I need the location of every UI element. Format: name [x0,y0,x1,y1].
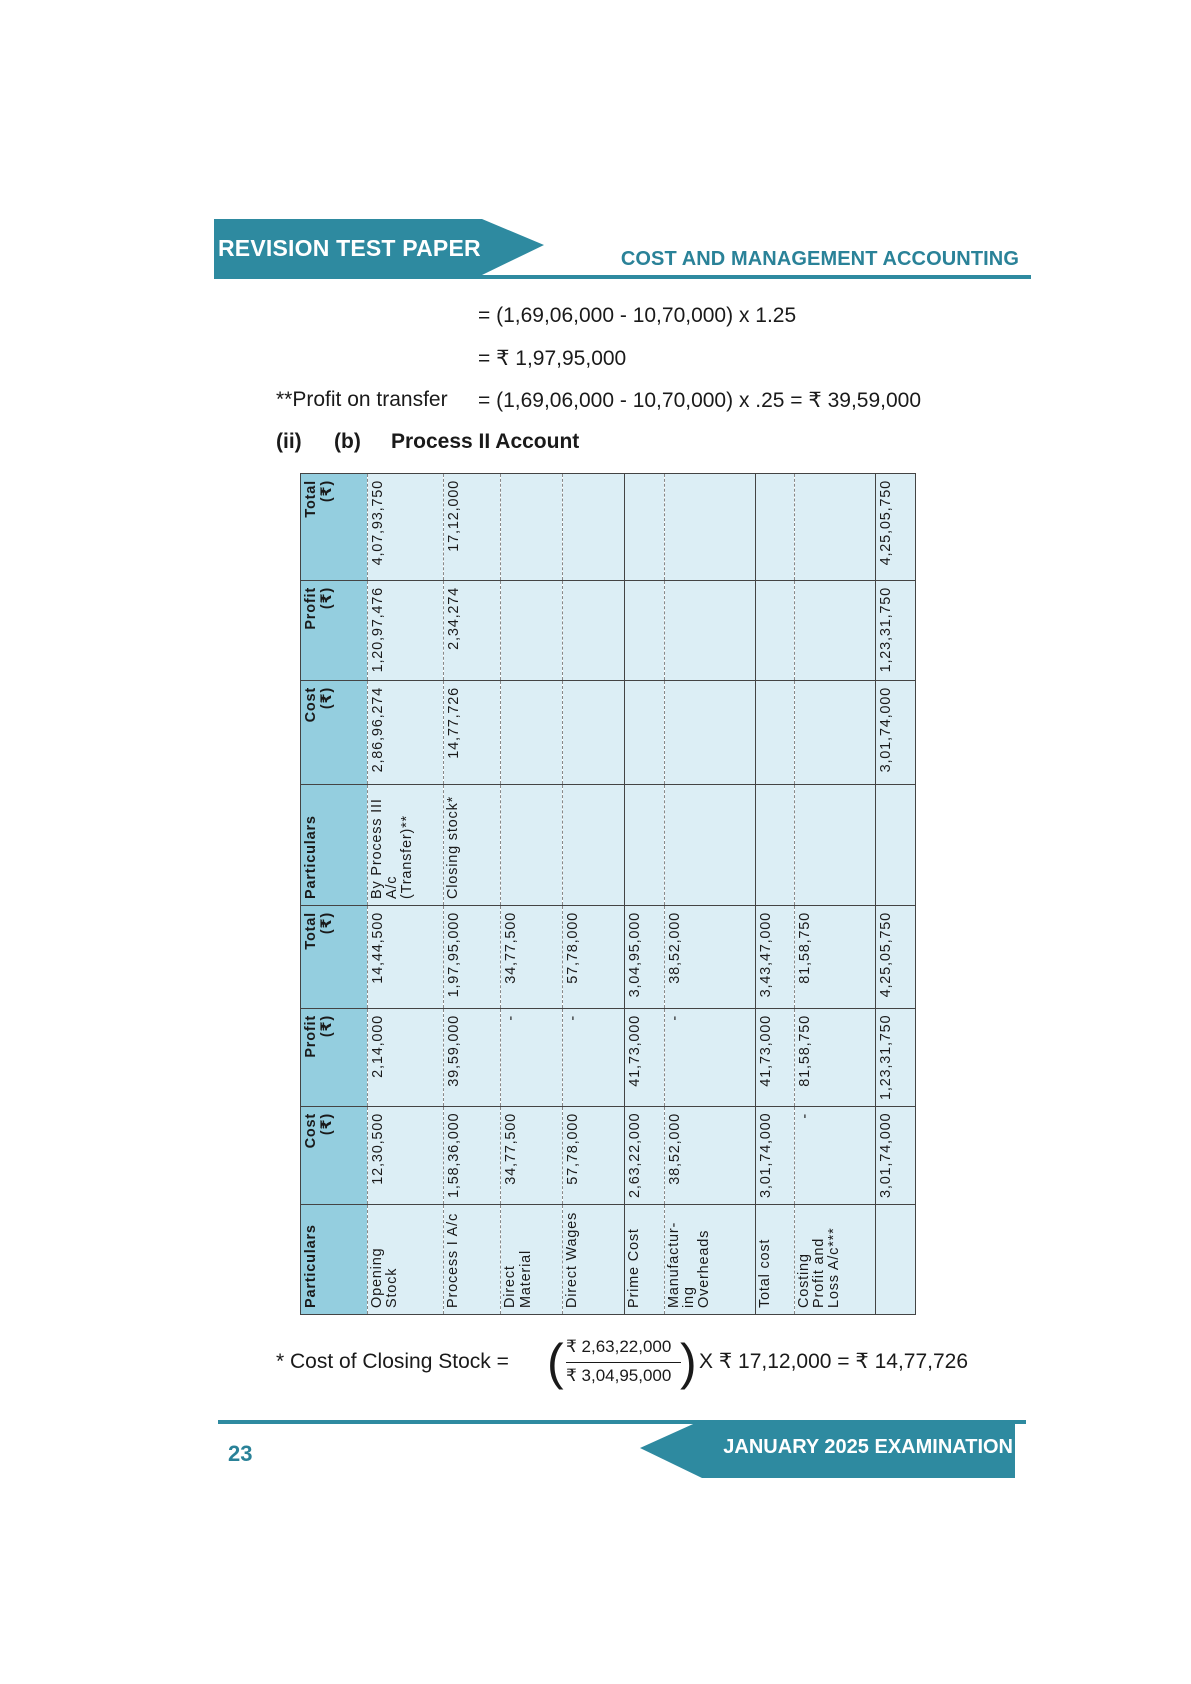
cell-dr-total-total: 4,25,05,750 [875,906,915,1009]
process-account-table [300,473,916,1315]
cell-cr-particulars [755,785,794,906]
table-row [562,474,624,1315]
cell-dr-particulars: Direct Wages [562,1205,624,1315]
cell-dr-total: 38,52,000 [664,906,755,1009]
cell-cr-cost-total: 3,01,74,000 [875,681,915,785]
formula-result: X ₹ 17,12,000 = ₹ 14,77,726 [699,1350,969,1373]
footer-banner [640,1420,1015,1478]
cell-cr-total [501,474,563,581]
cell-cr-cost: 2,86,96,274 [368,681,444,785]
cell-cr-cost [501,681,563,785]
cell-cr-profit [501,581,563,681]
header-particulars-dr: Particulars [301,1205,368,1315]
cell-cr-cost [624,681,664,785]
page-number: 23 [228,1441,253,1466]
header-left-title: REVISION TEST PAPER [218,235,481,261]
cell-cr-cost [562,681,624,785]
header-particulars-cr: Particulars [301,785,368,906]
cell-dr-particulars: Manufactur-ing Overheads [664,1205,755,1315]
cell-dr-cost: 12,30,500 [368,1107,444,1205]
cell-cr-particulars: Closing stock* [443,785,500,906]
cell-dr-total: 14,44,500 [368,906,444,1009]
cell-dr-profit: 41,73,000 [755,1009,794,1107]
section-title: Process II Account [391,430,580,453]
cell-cr-cost [794,681,875,785]
cell-dr-profit: 39,59,000 [443,1009,500,1107]
cell-dr-profit: - [501,1009,563,1107]
cell-cr-particulars [562,785,624,906]
process-account-table-wrapper [300,474,916,1315]
cell-dr-total: 3,04,95,000 [624,906,664,1009]
header-right-title: COST AND MANAGEMENT ACCOUNTING [620,248,1019,270]
cell-dr-cost: 1,58,36,000 [443,1107,500,1205]
table-row [624,474,664,1315]
cell-cr-cost [664,681,755,785]
table-header-row [301,474,368,1315]
cell-dr-particulars: Total cost [755,1205,794,1315]
cell-cr-total [562,474,624,581]
cell-dr-profit: 2,14,000 [368,1009,444,1107]
cell-dr-cost: 57,78,000 [562,1107,624,1205]
table-row [755,474,794,1315]
cell-dr-cost: 2,63,22,000 [624,1107,664,1205]
cell-cr-particulars [624,785,664,906]
cell-cr-profit [562,581,624,681]
cell-dr-cost: 38,52,000 [664,1107,755,1205]
footer-right-title: JANUARY 2025 EXAMINATION [723,1436,1013,1458]
cell-dr-total: 81,58,750 [794,906,875,1009]
section-roman: (ii) [276,430,302,453]
cell-cr-profit: 2,34,274 [443,581,500,681]
cell-dr-profit-total: 1,23,31,750 [875,1009,915,1107]
closing-stock-formula [276,1334,1016,1394]
formula-denominator: ₹ 3,04,95,000 [566,1366,672,1385]
profit-expression: = (1,69,06,000 - 10,70,000) x .25 = ₹ 39,59,000 [478,389,922,412]
cell-cr-particulars [501,785,563,906]
cell-dr-particulars [875,1205,915,1315]
cell-cr-profit [794,581,875,681]
cell-dr-profit: - [562,1009,624,1107]
table-row [501,474,563,1315]
formula-numerator: ₹ 2,63,22,000 [566,1337,672,1356]
calc-line-2: = ₹ 1,97,95,000 [478,347,627,370]
cell-dr-particulars: Direct Material [501,1205,563,1315]
table-row [443,474,500,1315]
section-letter: (b) [334,430,361,453]
cell-dr-total: 57,78,000 [562,906,624,1009]
cell-dr-profit: - [664,1009,755,1107]
formula-label: * Cost of Closing Stock = [276,1350,509,1373]
cell-cr-total [755,474,794,581]
cell-cr-particulars [664,785,755,906]
cell-cr-particulars [875,785,915,906]
table-row [368,474,444,1315]
cell-cr-particulars [794,785,875,906]
cell-cr-total [794,474,875,581]
table-row [664,474,755,1315]
process-account-table-rotated [300,474,916,1315]
cell-cr-total [624,474,664,581]
header-banner [214,219,544,279]
table-row [794,474,875,1315]
cell-cr-cost: 14,77,726 [443,681,500,785]
cell-cr-profit: 1,20,97,476 [368,581,444,681]
cell-dr-particulars: Costing Profit and Loss A/c*** [794,1205,875,1315]
formula-close-paren: ) [680,1334,697,1390]
cell-dr-total: 34,77,500 [501,906,563,1009]
cell-cr-profit [755,581,794,681]
header-total-dr: Total (₹) [301,906,368,1009]
cell-cr-profit-total: 1,23,31,750 [875,581,915,681]
cell-dr-particulars: Process I A/c [443,1205,500,1315]
cell-cr-total: 17,12,000 [443,474,500,581]
cell-dr-cost-total: 3,01,74,000 [875,1107,915,1205]
header-profit-cr: Profit (₹) [301,581,368,681]
cell-dr-particulars: Opening Stock [368,1205,444,1315]
formula-fraction-bar [566,1362,681,1363]
cell-dr-cost: 34,77,500 [501,1107,563,1205]
cell-cr-total [664,474,755,581]
formula-open-paren: ( [547,1334,564,1390]
cell-cr-total-total: 4,25,05,750 [875,474,915,581]
cell-cr-cost [755,681,794,785]
cell-cr-particulars: By Process III A/c (Transfer)** [368,785,444,906]
cell-dr-total: 1,97,95,000 [443,906,500,1009]
table-total-row [875,474,915,1315]
cell-dr-profit: 81,58,750 [794,1009,875,1107]
cell-cr-profit [664,581,755,681]
header-profit-dr: Profit (₹) [301,1009,368,1107]
calc-line-1: = (1,69,06,000 - 10,70,000) x 1.25 [478,304,797,327]
cell-dr-total: 3,43,47,000 [755,906,794,1009]
cell-dr-cost: 3,01,74,000 [755,1107,794,1205]
cell-dr-profit: 41,73,000 [624,1009,664,1107]
cell-dr-particulars: Prime Cost [624,1205,664,1315]
header-cost-cr: Cost (₹) [301,681,368,785]
header-divider [214,275,1031,279]
header-cost-dr: Cost (₹) [301,1107,368,1205]
cell-cr-total: 4,07,93,750 [368,474,444,581]
cell-cr-profit [624,581,664,681]
header-total-cr: Total (₹) [301,474,368,581]
cell-dr-cost: - [794,1107,875,1205]
profit-label: **Profit on transfer [276,388,448,411]
